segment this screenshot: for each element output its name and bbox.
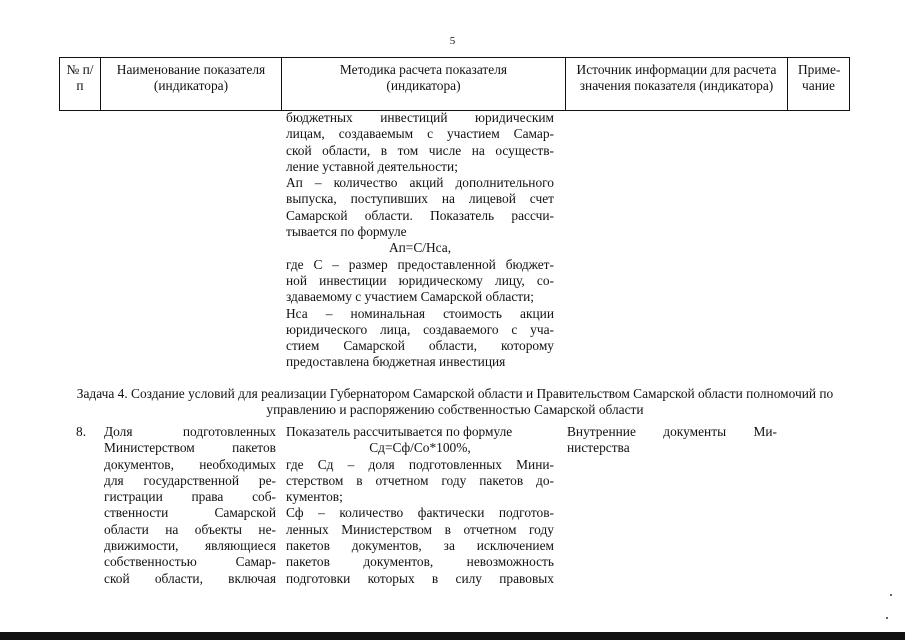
text-line: собственностью Самар-: [104, 554, 276, 570]
scan-speck: [886, 617, 888, 619]
text-line: документов, необходимых: [104, 456, 276, 472]
calculation-method: [286, 424, 554, 587]
text-line: стием Самарской области, которому: [286, 338, 554, 354]
header-col-name: Наименование показателя (индикатора): [100, 58, 281, 110]
scan-speck: [890, 594, 892, 596]
text-line: кументов;: [286, 489, 343, 505]
page-number: 5: [449, 35, 456, 47]
row-number: 8.: [76, 424, 87, 439]
text-line: пакетов документов, невозможность: [286, 554, 554, 570]
text-line: ление уставной деятельности;: [286, 158, 458, 174]
text-line: юридического лица, создаваемого с уча-: [286, 321, 554, 337]
header-col-source: Источник информации для расчета значения показателя (индикатора): [565, 58, 787, 110]
text-line: где Сд – доля подготовленных Мини-: [286, 456, 554, 472]
text-line: бюджетных инвестиций юридическим: [286, 110, 554, 125]
text-line: Внутренние документы Ми-: [567, 424, 777, 439]
text-line: предоставлена бюджетная инвестиция: [286, 354, 506, 370]
information-source: [567, 424, 777, 457]
indicator-name: [104, 424, 276, 587]
text-line: тывается по формуле: [286, 224, 407, 240]
text-line: пакетов документов, за исключением: [286, 538, 554, 554]
task-heading: Задача 4. Создание условий для реализации Губернатором Самарской области и Правительством Самарской области полномочий по управлению и распоряжению собственностью Самарской области: [76, 386, 834, 418]
formula: Ап=С/Нса,: [388, 240, 452, 256]
text-line: Ап – количество акций дополнительного: [286, 175, 554, 191]
formula: Сд=Сф/Со*100%,: [369, 440, 471, 456]
text-line: области на объекты не-: [104, 521, 276, 537]
text-line: здаваемому с участием Самарской области;: [286, 289, 535, 305]
text-line: Доля подготовленных: [104, 424, 276, 439]
header-col-note: Приме-чание: [787, 58, 849, 110]
text-line: для государственной ре-: [104, 472, 276, 488]
text-line: ной инвестиции юридическому лицу, со-: [286, 272, 554, 288]
text-line: где С – размер предоставленной бюджет-: [286, 256, 554, 272]
text-line: лицам, создаваемым с участием Самар-: [286, 126, 554, 142]
text-line: Самарской области. Показатель рассчи-: [286, 207, 554, 223]
text-line: Показатель рассчитывается по формуле: [286, 424, 513, 439]
text-line: гистрации права соб-: [104, 489, 276, 505]
text-line: нистерства: [567, 440, 630, 456]
text-line: ской области, включая: [104, 570, 276, 586]
text-line: Нса – номинальная стоимость акции: [286, 305, 554, 321]
text-line: движимости, являющиеся: [104, 538, 276, 554]
text-line: ленных Министерством в отчетном году: [286, 521, 554, 537]
text-line: Сф – количество фактически подготов-: [286, 505, 554, 521]
scan-bottom-edge: [0, 632, 905, 640]
text-line: ской области, в том числе на осуществ-: [286, 142, 554, 158]
text-line: подготовки которых в силу правовых: [286, 570, 554, 586]
text-line: стерством в отчетном году пакетов до-: [286, 472, 554, 488]
text-line: ственности Самарской: [104, 505, 276, 521]
header-col-number: № п/п: [66, 62, 94, 94]
text-line: выпуска, поступивших на лицевой счет: [286, 191, 554, 207]
method-continuation: [286, 110, 554, 371]
header-col-method: Методика расчета показателя (индикатора): [281, 58, 565, 110]
text-line: Министерством пакетов: [104, 440, 276, 456]
table-header: [59, 57, 850, 111]
